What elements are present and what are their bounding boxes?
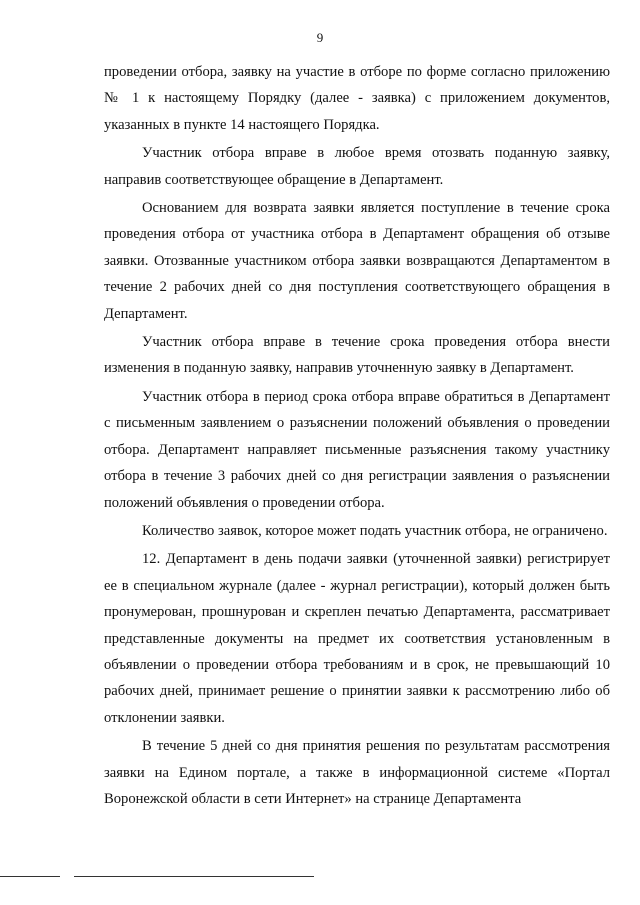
paragraph-return-grounds: Основанием для возврата заявки является поступление в течение срока проведения отбора от участника отбора в Департамент обращения об отзыве заявки. Отозванные участником отбора заявки возвращаются Департаментом в течение 2 рабочих дней со дня поступления соответствующего обращения в Департамент. (104, 200, 610, 322)
paragraph-continuation: проведении отбора, заявку на участие в отборе по форме согласно приложению № 1 к настоящему Порядку (далее - заявка) с приложением документов, указанных в пункте 14 настоящего Порядка. (104, 64, 610, 133)
paragraph-item-12: 12. Департамент в день подачи заявки (уточненной заявки) регистрирует ее в специальном журнале (далее - журнал регистрации), который должен быть пронумерован, прошнурован и скреплен печатью Департамента, рассматривает представленные документы на предмет их соответствия установленным в объявлении о проведении отбора требованиям и в срок, не превышающий 10 рабочих дней, принимает решение о принятии заявки к рассмотрению либо об отклонении заявки. (104, 551, 610, 726)
paragraph-clarification-request: Участник отбора в период срока отбора вправе обратиться в Департамент с письменным заявлением о разъяснении положений объявления о проведении отбора. Департамент направляет письменные разъяснения такому участнику отбора в течение 3 рабочих дней со дня регистрации заявления о разъяснении положений объявления о проведении отбора. (104, 388, 610, 511)
footer-rule-left (0, 876, 60, 877)
document-body (104, 59, 610, 814)
paragraph-application-count: Количество заявок, которое может подать участник отбора, не ограничено. (142, 522, 608, 539)
paragraph-amend-application: Участник отбора вправе в течение срока проведения отбора внести изменения в поданную заявку, направив уточненную заявку в Департамент. (104, 334, 610, 377)
footer-rule-right (74, 876, 314, 877)
paragraph-publication: В течение 5 дней со дня принятия решения по результатам рассмотрения заявки на Едином портале, а также в информационной системе «Портал Воронежской области в сети Интернет» на странице Департамента (104, 738, 610, 807)
page-number: 9 (316, 30, 324, 45)
paragraph-withdraw-application: Участник отбора вправе в любое время отозвать поданную заявку, направив соответствующее обращение в Департамент. (104, 145, 610, 188)
